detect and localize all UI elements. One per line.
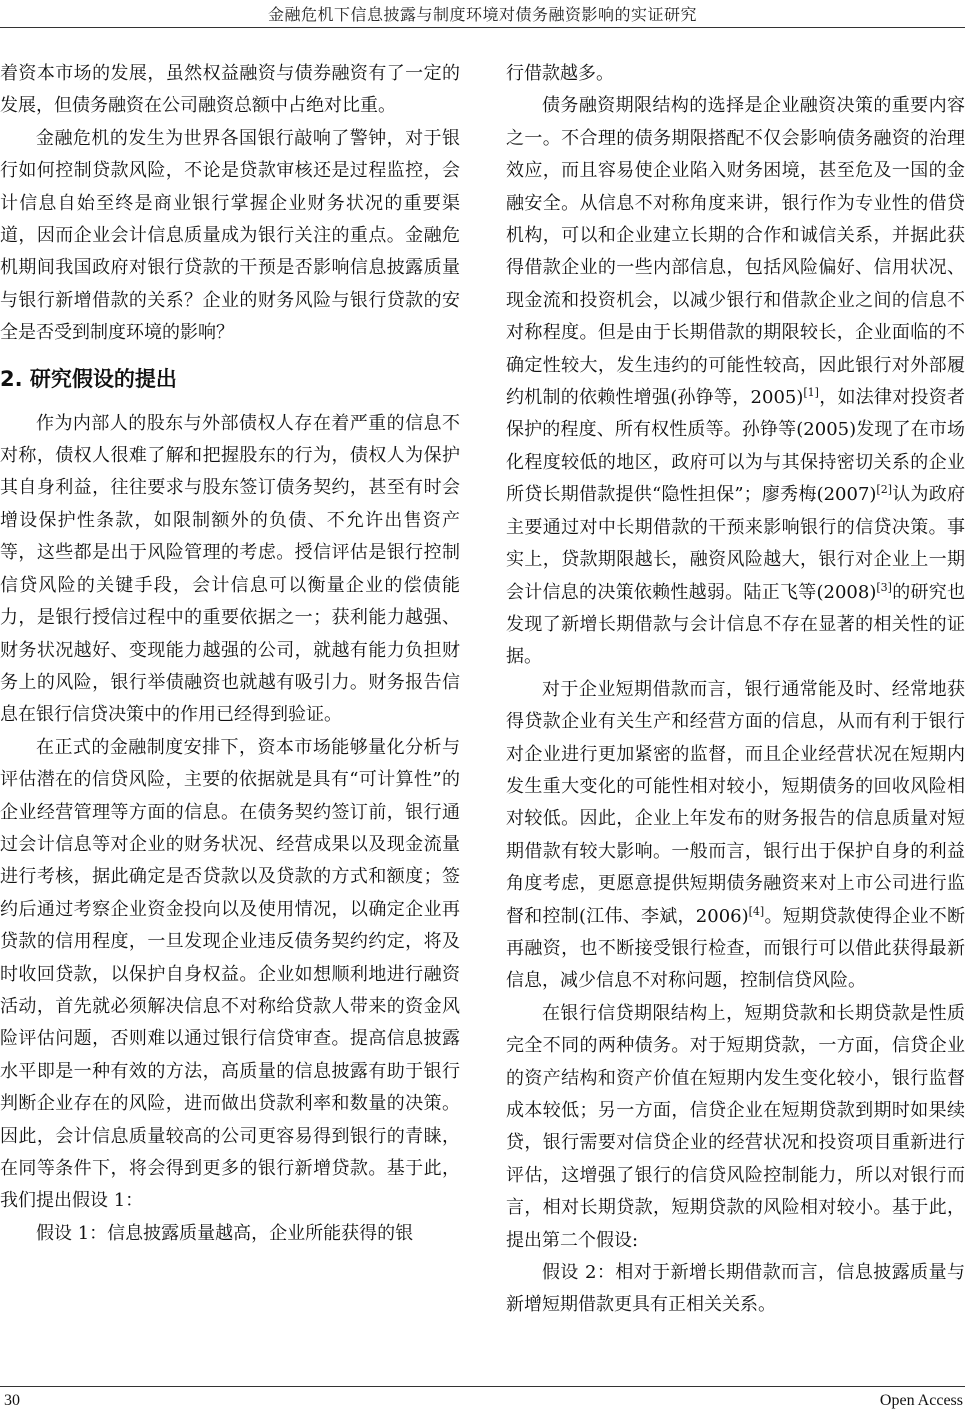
text-run: 的研究也发现了新增长期借款与会计信息不存在显著的相关性的证据。 — [506, 581, 965, 668]
citation-ref: [3] — [876, 580, 892, 594]
text-run: 债务融资期限结构的选择是企业融资决策的重要内容之一。不合理的债务期限搭配不仅会影响债务融资的治理效应，而且容易使企业陷入财务困境，甚至危及一国的金融安全。从信息不对称角度来讲，银行作为专业性的借贷机构，可以和企业建立长期的合作和诚信关系，并据此获得借款企业的一些内部信息，包括风险偏好、信用状况、现金流和投资机会，以减少银行和借款企业之间的信息不对称程度。但是由于长期借款的期限较长，企业面临的不确定性较大，发生违约的可能性较高，因此银行对外部履约机制的依赖性增强(孙铮等，2005) — [506, 95, 965, 409]
citation-ref: [1] — [803, 386, 819, 400]
citation-ref: [4] — [748, 904, 765, 918]
citation-ref: [2] — [876, 483, 893, 497]
running-header: 金融危机下信息披露与制度环境对债务融资影响的实证研究 — [267, 5, 697, 24]
text-run: 对于企业短期借款而言，银行通常能及时、经常地获得贷款企业有关生产和经营方面的信息，从而有利于银行对企业进行更加紧密的监督，而且企业经营状况在短期内发生重大变化的可能性相对较小，短期债务的回收风险相对较低。因此，企业上年发布的财务报告的信息质量对短期借款有较大影响。一般而言，银行出于保护自身的利益角度考虑，更愿意提供短期债务融资来对上市公司进行监督和控制(江伟、李斌，2006) — [506, 678, 965, 927]
paragraph: 在正式的金融制度安排下，资本市场能够量化分析与评估潜在的信贷风险，主要的依据就是具有“可计算性”的企业经营管理等方面的信息。在债务契约签订前，银行通过会计信息等对企业的财务状况、经营成果以及现金流量进行考核，据此确定是否贷款以及贷款的方式和额度；签约后通过考察企业资金投向以及使用情况，以确定企业再贷款的信用程度，一旦发现企业违反债务契约约定，将及时收回贷款，以保护自身权益。企业如想顺利地进行融资活动，首先就必须解决信息不对称给贷款人带来的资金风险评估问题，否则难以通过银行信贷审查。提高信息披露水平即是一种有效的方法，高质量的信息披露有助于银行判断企业存在的风险，进而做出贷款利率和数量的决策。因此，会计信息质量较高的公司更容易得到银行的青睐，在同等条件下，将会得到更多的银行新增贷款。基于此，我们提出假设 1： — [0, 736, 460, 1212]
text-run: ，如法律对投资者保护的程度、所有权性质等。孙铮等(2005)发现了在市场化程度较低的地区，政府可以为与其保持密切关系的企业所贷长期借款提供“隐性担保”；廖秀梅(2007) — [506, 387, 965, 506]
hypothesis-2: 假设 2：相对于新增长期借款而言，信息披露质量与新增短期借款更具有正相关关系。 — [506, 1262, 965, 1316]
paragraph — [506, 674, 965, 998]
paragraph: 作为内部人的股东与外部债权人存在着严重的信息不对称，债权人很难了解和把握股东的行为，债权人为保护其自身利益，往往要求与股东签订债务契约，甚至有时会增设保护性条款，如限制额外的负债、不允许出售资产等，这些都是出于风险管理的考虑。授信评估是银行控制信贷风险的关键手段，会计信息可以衡量企业的偿债能力，是银行授信过程中的重要依据之一；获利能力越强、财务状况越好、变现能力越强的公司，就越有能力负担财务上的风险，银行举债融资也就越有吸引力。财务报告信息在银行信贷决策中的作用已经得到验证。 — [0, 412, 460, 726]
header-divider — [0, 27, 965, 28]
page-number: 30 — [4, 1392, 20, 1409]
paragraph — [506, 90, 965, 673]
paragraph: 着资本市场的发展，虽然权益融资与债券融资有了一定的发展，但债务融资在公司融资总额中占绝对比重。 — [0, 63, 460, 117]
paragraph: 行借款越多。 — [506, 63, 614, 84]
paragraph: 金融危机的发生为世界各国银行敲响了警钟，对于银行如何控制贷款风险，不论是贷款审核还是过程监控，会计信息自始至终是商业银行掌握企业财务状况的重要渠道，因而企业会计信息质量成为银行关注的重点。金融危机期间我国政府对银行贷款的干预是否影响信息披露质量与银行新增借款的关系？企业的财务风险与银行贷款的安全是否受到制度环境的影响？ — [0, 127, 460, 344]
hypothesis-1: 假设 1：信息披露质量越高，企业所能获得的银 — [36, 1222, 414, 1244]
footer-divider — [0, 1386, 965, 1387]
right-column — [506, 58, 965, 1322]
text-run: 。短期贷款使得企业不断再融资，也不断接受银行检查，而银行可以借此获得最新信息，减少信息不对称问题，控制信贷风险。 — [506, 905, 965, 992]
left-column — [0, 58, 460, 1250]
text-run: 认为政府主要通过对中长期借款的干预来影响银行的信贷决策。事实上，贷款期限越长，融资风险越大，银行对企业上一期会计信息的决策依赖性越弱。陆正飞等(2008) — [506, 484, 965, 603]
journal-name: Open Access — [879, 1392, 963, 1409]
section-heading: 2. 研究假设的提出 — [0, 366, 177, 391]
paragraph: 在银行信贷期限结构上，短期贷款和长期贷款是性质完全不同的两种债务。对于短期贷款，一方面，信贷企业的资产结构和资产价值在短期内发生变化较小，银行监督成本较低；另一方面，信贷企业在短期贷款到期时如果续贷，银行需要对信贷企业的经营状况和投资项目重新进行评估，这增强了银行的信贷风险控制能力，所以对银行而言，相对长期贷款，短期贷款的风险相对较小。基于此，提出第二个假设: — [506, 1002, 965, 1251]
